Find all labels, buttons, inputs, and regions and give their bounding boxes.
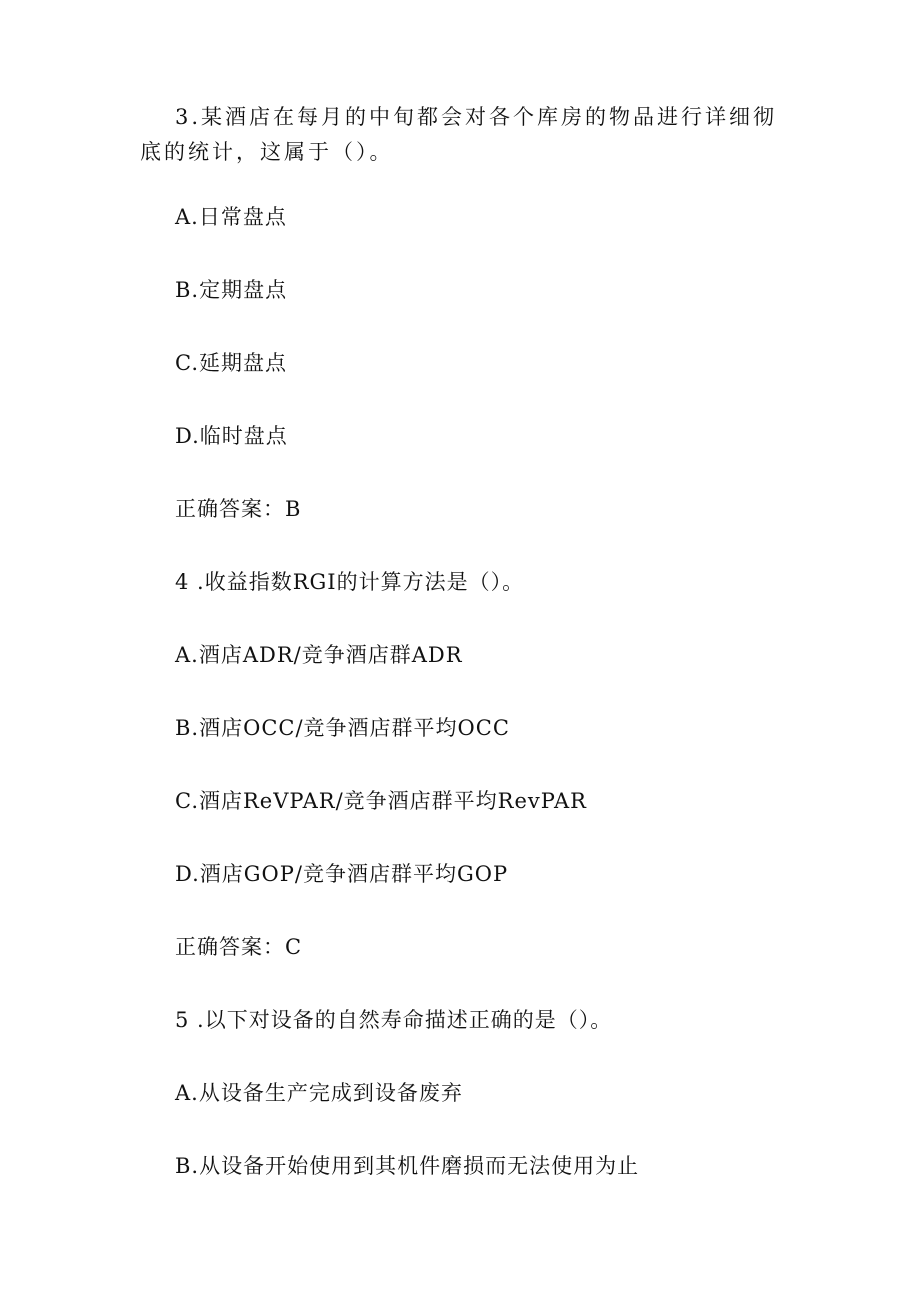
question-3-option-c: C.延期盘点 [175,351,287,375]
question-4-option-a: A.酒店ADR/竞争酒店群ADR [175,643,463,667]
question-4-stem: 4 .收益指数RGI的计算方法是（）。 [175,570,525,594]
question-3-stem: 3.某酒店在每月的中旬都会对各个库房的物品进行详细彻底的统计，这属于（）。 [140,105,778,164]
question-3-option-d: D.临时盘点 [175,424,288,448]
question-5-option-b: B.从设备开始使用到其机件磨损而无法使用为止 [175,1154,640,1178]
question-5-stem: 5 .以下对设备的自然寿命描述正确的是（）。 [175,1008,613,1032]
question-5-option-a: A.从设备生产完成到设备废弃 [175,1081,463,1105]
question-3-option-a: A.日常盘点 [175,205,287,229]
question-4-option-b: B.酒店OCC/竞争酒店群平均OCC [175,716,510,740]
question-4-option-c: C.酒店ReVPAR/竞争酒店群平均RevPAR [175,789,587,813]
question-4-option-d: D.酒店GOP/竞争酒店群平均GOP [175,862,509,886]
question-3-option-b: B.定期盘点 [175,278,288,302]
question-4-answer: 正确答案：C [175,935,303,959]
question-3-answer: 正确答案：B [175,497,302,521]
